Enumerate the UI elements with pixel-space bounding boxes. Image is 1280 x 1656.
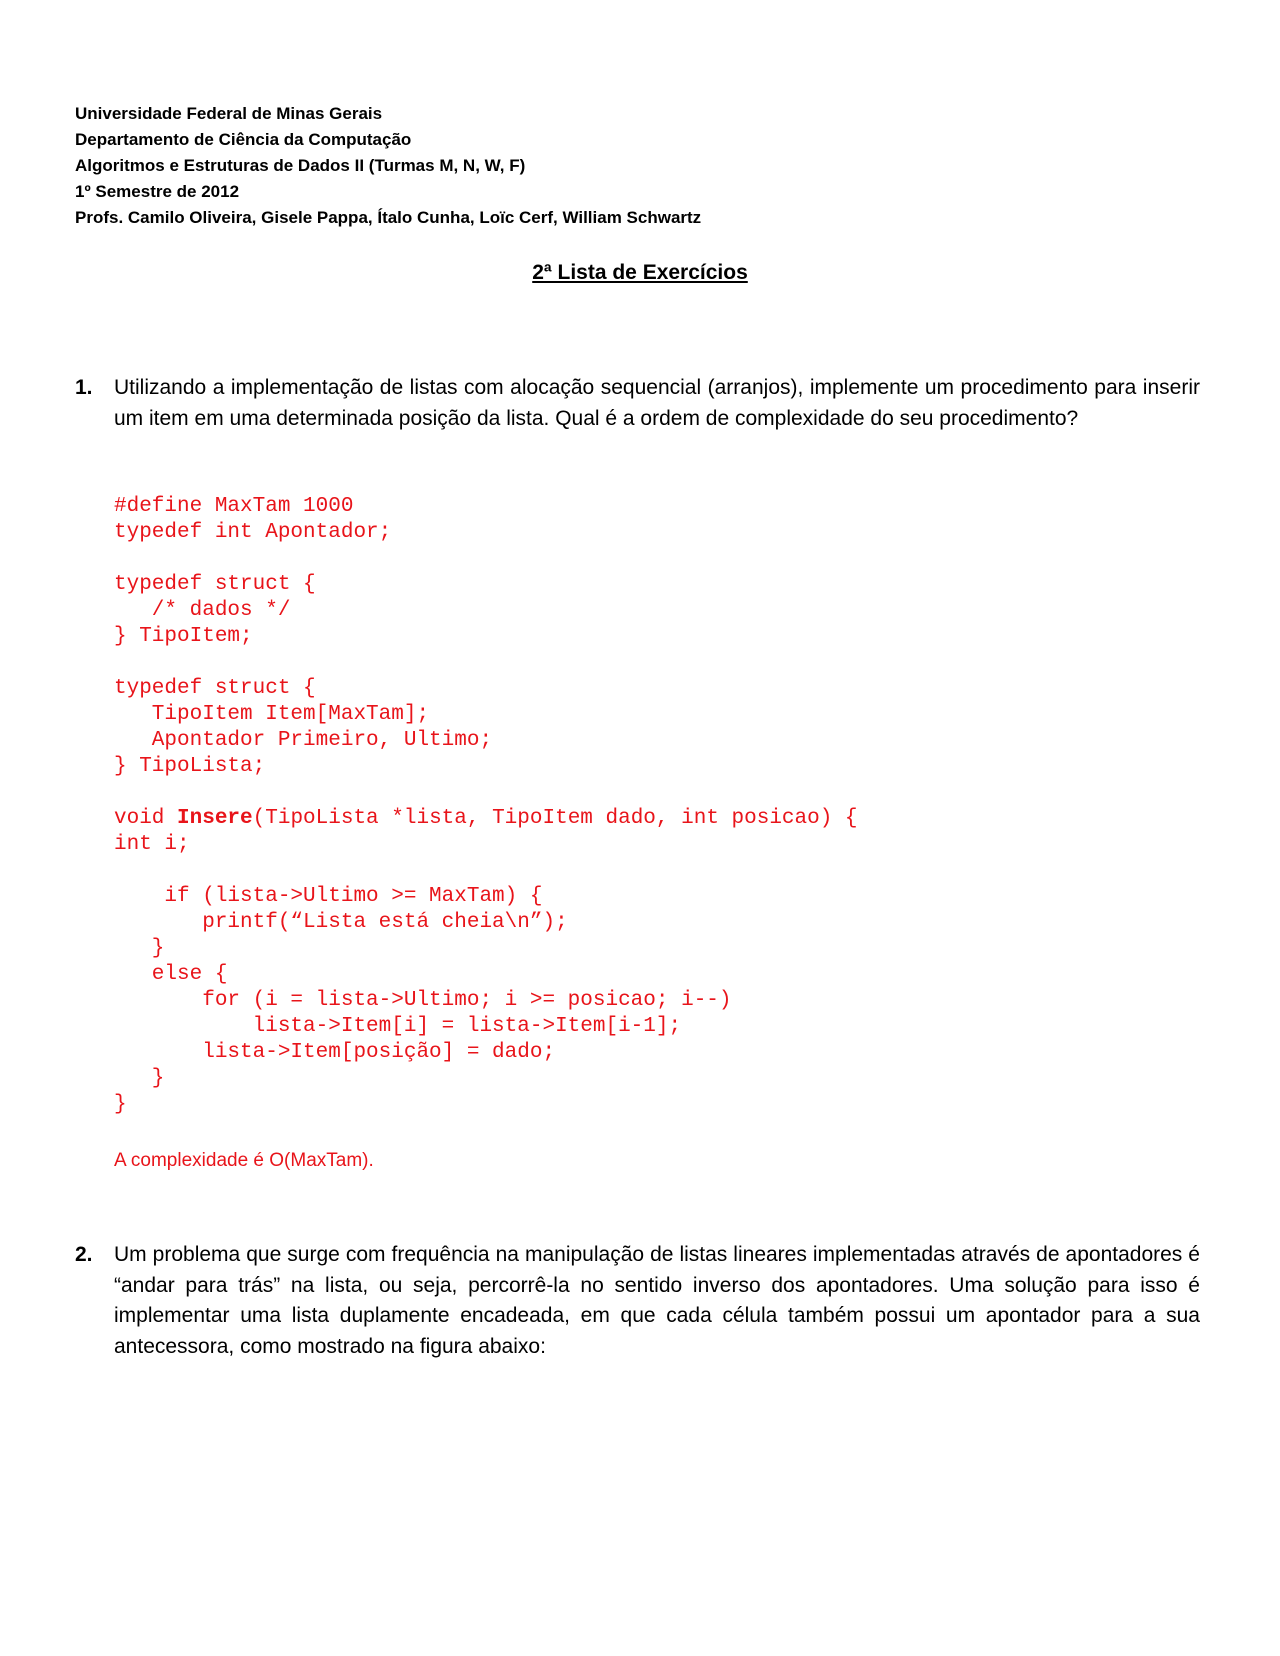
question-2 xyxy=(75,1240,1200,1362)
header-professors: Profs. Camilo Oliveira, Gisele Pappa, Ítalo Cunha, Loïc Cerf, William Schwartz xyxy=(75,208,702,227)
code-block xyxy=(114,494,858,1118)
code-function-name: Insere xyxy=(177,807,253,830)
question-number: 1. xyxy=(75,376,93,399)
answer-text: A complexidade é O(MaxTam). xyxy=(114,1150,374,1171)
code-function-body: (TipoLista *lista, TipoItem dado, int posicao) { int i; if (lista->Ultimo >= MaxTam) { printf(“Lista está cheia\n”); } else { for (i = lista->Ultimo; i >= posicao; i--) lista->Item[i] = lista->Item[i-1]; lista->Item[posição] = dado; } } xyxy=(114,807,858,1116)
question-text: Um problema que surge com frequência na manipulação de listas lineares implementadas através de apontadores é “andar para trás” na lista, ou seja, percorrê-la no sentido inverso dos apontadores. Uma solução para isso é implementar uma lista duplamente encadeada, em que cada célula também possui um apontador para a sua antecessora, como mostrado na figura abaixo: xyxy=(114,1243,1200,1358)
header-department: Departamento de Ciência da Computação xyxy=(75,130,412,149)
question-text: Utilizando a implementação de listas com alocação sequencial (arranjos), implemente um procedimento para inserir um item em uma determinada posição da lista. Qual é a ordem de complexidade do seu procedimento? xyxy=(114,376,1200,430)
header-semester: 1º Semestre de 2012 xyxy=(75,182,240,201)
document-header xyxy=(75,101,701,231)
question-1 xyxy=(75,373,1200,434)
header-course: Algoritmos e Estruturas de Dados II (Turmas M, N, W, F) xyxy=(75,156,526,175)
page-title: 2ª Lista de Exercícios xyxy=(532,261,748,284)
header-university: Universidade Federal de Minas Gerais xyxy=(75,104,383,123)
question-number: 2. xyxy=(75,1243,93,1266)
code-declarations: #define MaxTam 1000 typedef int Apontador; typedef struct { /* dados */ } TipoItem; typedef struct { TipoItem Item[MaxTam]; Apontador Primeiro, Ultimo; } TipoLista; void xyxy=(114,495,493,830)
